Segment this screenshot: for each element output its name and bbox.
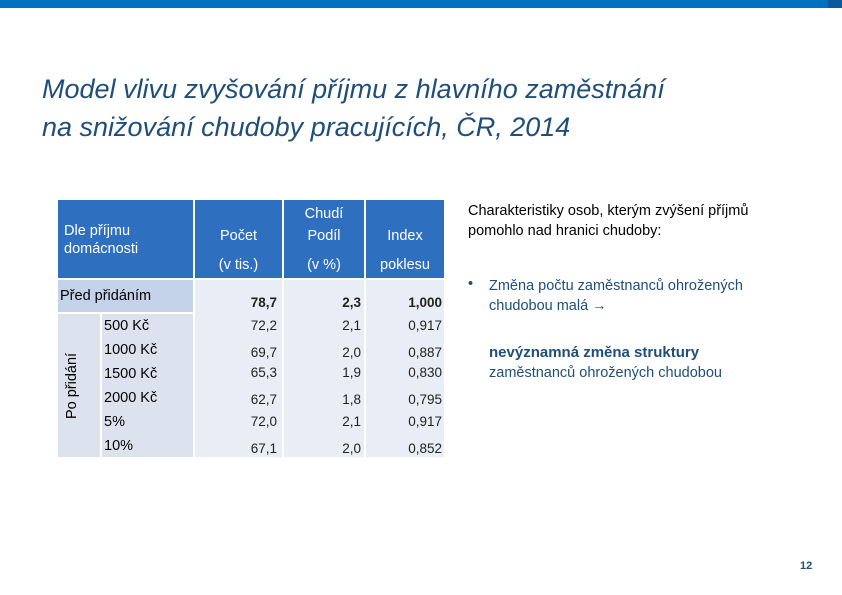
slide-title-line-1: Model vlivu zvyšování příjmu z hlavního zaměstnání (42, 74, 665, 104)
slide-title (42, 70, 842, 146)
header-index (366, 200, 444, 278)
cell-index: 0,917 (408, 414, 442, 429)
cell-pocet: 69,7 (250, 345, 277, 360)
cell-pocet: 67,1 (250, 441, 277, 456)
cell-podil: 2,1 (342, 414, 361, 429)
cell-index: 0,887 (408, 345, 442, 360)
header-podil-top: Podíl (307, 228, 341, 244)
row-label: 500 Kč (104, 318, 150, 334)
header-pocet (195, 200, 282, 278)
row-label: 5% (104, 414, 125, 430)
header-pocet-bottom: (v tis.) (218, 257, 259, 273)
header-household-income: Dle příjmu domácnosti (58, 200, 193, 278)
after-group-label (58, 314, 86, 457)
cell-pocet: 65,3 (250, 365, 277, 380)
cell-podil: 1,9 (342, 365, 361, 380)
slide-title-line-2: na snižování chudoby pracujících, ČR, 2014 (42, 112, 571, 142)
row-label: 10% (104, 438, 134, 454)
header-podil (284, 200, 364, 278)
characteristics-text: Charakteristiky osob, kterým zvýšení příjmů pomohlo nad hranici chudoby: (468, 203, 749, 239)
after-group-label-text: Po přidání (64, 352, 80, 419)
cell-index: 0,917 (408, 318, 442, 333)
top-accent-bar (0, 0, 842, 8)
header-index-bottom: poklesu (380, 257, 430, 273)
top-accent-bar-end (828, 0, 842, 8)
row-label: 1000 Kč (104, 342, 158, 358)
cell-podil: 2,0 (342, 441, 361, 456)
cell-index: 0,830 (408, 365, 442, 380)
header-podil-bottom: (v %) (307, 257, 341, 273)
cell-podil: 1,8 (342, 392, 361, 407)
bullet-text-2-strong: nevýznamná změna struktury (489, 344, 700, 361)
header-pocet-top: Počet (219, 228, 258, 244)
page-number: 12 (800, 560, 813, 572)
bullet-marker: • (468, 276, 474, 292)
cell-index: 0,852 (408, 441, 442, 456)
before-pocet: 78,7 (250, 295, 277, 310)
before-podil: 2,3 (342, 295, 361, 310)
after-row-labels-cell (102, 314, 193, 457)
cell-index: 0,795 (408, 392, 442, 407)
cell-pocet: 62,7 (250, 392, 277, 407)
row-label-before: Před přidáním (58, 280, 193, 312)
cell-podil: 2,1 (342, 318, 361, 333)
bullet-text-2-rest: zaměstnanců ohrožených chudobou (489, 365, 722, 381)
before-index: 1,000 (408, 295, 442, 310)
header-index-top: Index (387, 228, 423, 244)
cell-podil: 2,0 (342, 345, 361, 360)
header-chudi: Chudí (304, 206, 344, 222)
row-label: 1500 Kč (104, 366, 158, 382)
bullet-text-1: Změna počtu zaměstnanců ohrožených chudobou malá → (489, 278, 743, 314)
cell-pocet: 72,2 (250, 318, 277, 333)
cell-pocet: 72,0 (250, 414, 277, 429)
bullet-text-2 (489, 343, 809, 383)
row-label: 2000 Kč (104, 390, 158, 406)
